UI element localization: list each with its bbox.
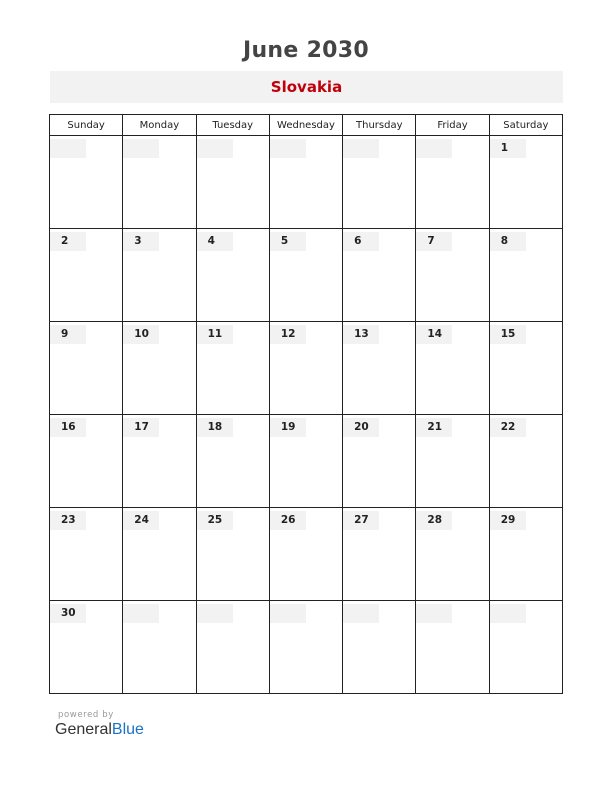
brand-general-text: General — [55, 721, 112, 738]
day-cell — [50, 322, 123, 415]
day-number — [343, 139, 379, 158]
day-number: 25 — [197, 511, 233, 530]
week-row — [50, 415, 563, 508]
day-cell — [343, 136, 416, 229]
day-cell — [269, 229, 342, 322]
day-number: 10 — [123, 325, 159, 344]
day-cell — [343, 322, 416, 415]
day-cell — [489, 322, 562, 415]
day-number: 7 — [416, 232, 452, 251]
day-cell — [489, 136, 562, 229]
day-number: 3 — [123, 232, 159, 251]
day-number: 17 — [123, 418, 159, 437]
day-number — [270, 139, 306, 158]
day-cell — [196, 601, 269, 694]
day-cell — [196, 322, 269, 415]
day-cell — [416, 508, 489, 601]
weekday-header: Friday — [416, 115, 489, 136]
day-number: 14 — [416, 325, 452, 344]
day-cell — [269, 136, 342, 229]
day-cell — [343, 229, 416, 322]
day-number: 22 — [490, 418, 526, 437]
day-number: 24 — [123, 511, 159, 530]
day-cell — [123, 415, 196, 508]
country-name: Slovakia — [270, 78, 343, 96]
day-number: 15 — [490, 325, 526, 344]
day-cell — [489, 601, 562, 694]
day-number: 29 — [490, 511, 526, 530]
day-number: 27 — [343, 511, 379, 530]
day-number — [123, 604, 159, 623]
day-number: 16 — [50, 418, 86, 437]
day-number — [197, 139, 233, 158]
day-number — [123, 139, 159, 158]
day-cell — [269, 601, 342, 694]
day-number: 6 — [343, 232, 379, 251]
day-cell — [416, 415, 489, 508]
day-number: 11 — [197, 325, 233, 344]
day-cell — [416, 136, 489, 229]
day-number: 13 — [343, 325, 379, 344]
day-number — [270, 604, 306, 623]
day-cell — [196, 229, 269, 322]
day-number: 23 — [50, 511, 86, 530]
calendar-title: June 2030 — [242, 38, 370, 63]
weekday-header: Tuesday — [196, 115, 269, 136]
day-cell — [269, 322, 342, 415]
day-number: 28 — [416, 511, 452, 530]
day-number — [416, 139, 452, 158]
day-number: 26 — [270, 511, 306, 530]
day-cell — [343, 601, 416, 694]
day-number — [50, 139, 86, 158]
day-cell — [489, 508, 562, 601]
weekday-header: Monday — [123, 115, 196, 136]
day-number: 20 — [343, 418, 379, 437]
day-cell — [416, 322, 489, 415]
day-number — [490, 604, 526, 623]
powered-by-text: powered by — [58, 710, 114, 720]
day-cell — [416, 229, 489, 322]
day-cell — [343, 415, 416, 508]
weekday-header: Sunday — [50, 115, 123, 136]
weekday-header: Thursday — [343, 115, 416, 136]
day-cell — [50, 415, 123, 508]
day-number: 18 — [197, 418, 233, 437]
week-row — [50, 508, 563, 601]
weekday-header-row — [50, 115, 563, 136]
country-banner — [50, 71, 563, 103]
day-cell — [50, 136, 123, 229]
day-cell — [50, 508, 123, 601]
day-cell — [123, 508, 196, 601]
day-cell — [269, 415, 342, 508]
day-cell — [196, 508, 269, 601]
day-number — [343, 604, 379, 623]
day-number: 9 — [50, 325, 86, 344]
week-row — [50, 229, 563, 322]
day-cell — [416, 601, 489, 694]
day-cell — [489, 229, 562, 322]
day-cell — [489, 415, 562, 508]
day-number: 1 — [490, 139, 526, 158]
day-cell — [343, 508, 416, 601]
day-cell — [123, 322, 196, 415]
day-cell — [196, 136, 269, 229]
day-number: 19 — [270, 418, 306, 437]
day-number: 4 — [197, 232, 233, 251]
day-cell — [50, 229, 123, 322]
day-cell — [269, 508, 342, 601]
day-cell — [50, 601, 123, 694]
day-number: 8 — [490, 232, 526, 251]
day-number — [197, 604, 233, 623]
week-row — [50, 136, 563, 229]
calendar-grid — [49, 114, 563, 694]
day-number: 21 — [416, 418, 452, 437]
week-row — [50, 322, 563, 415]
day-number: 2 — [50, 232, 86, 251]
day-number: 30 — [50, 604, 86, 623]
day-number — [416, 604, 452, 623]
day-number: 5 — [270, 232, 306, 251]
day-cell — [196, 415, 269, 508]
day-cell — [123, 136, 196, 229]
week-row — [50, 601, 563, 694]
generalblue-logo[interactable] — [55, 721, 144, 739]
weekday-header: Wednesday — [269, 115, 342, 136]
day-number: 12 — [270, 325, 306, 344]
day-cell — [123, 229, 196, 322]
weekday-header: Saturday — [489, 115, 562, 136]
brand-blue-text: Blue — [111, 721, 144, 738]
day-cell — [123, 601, 196, 694]
